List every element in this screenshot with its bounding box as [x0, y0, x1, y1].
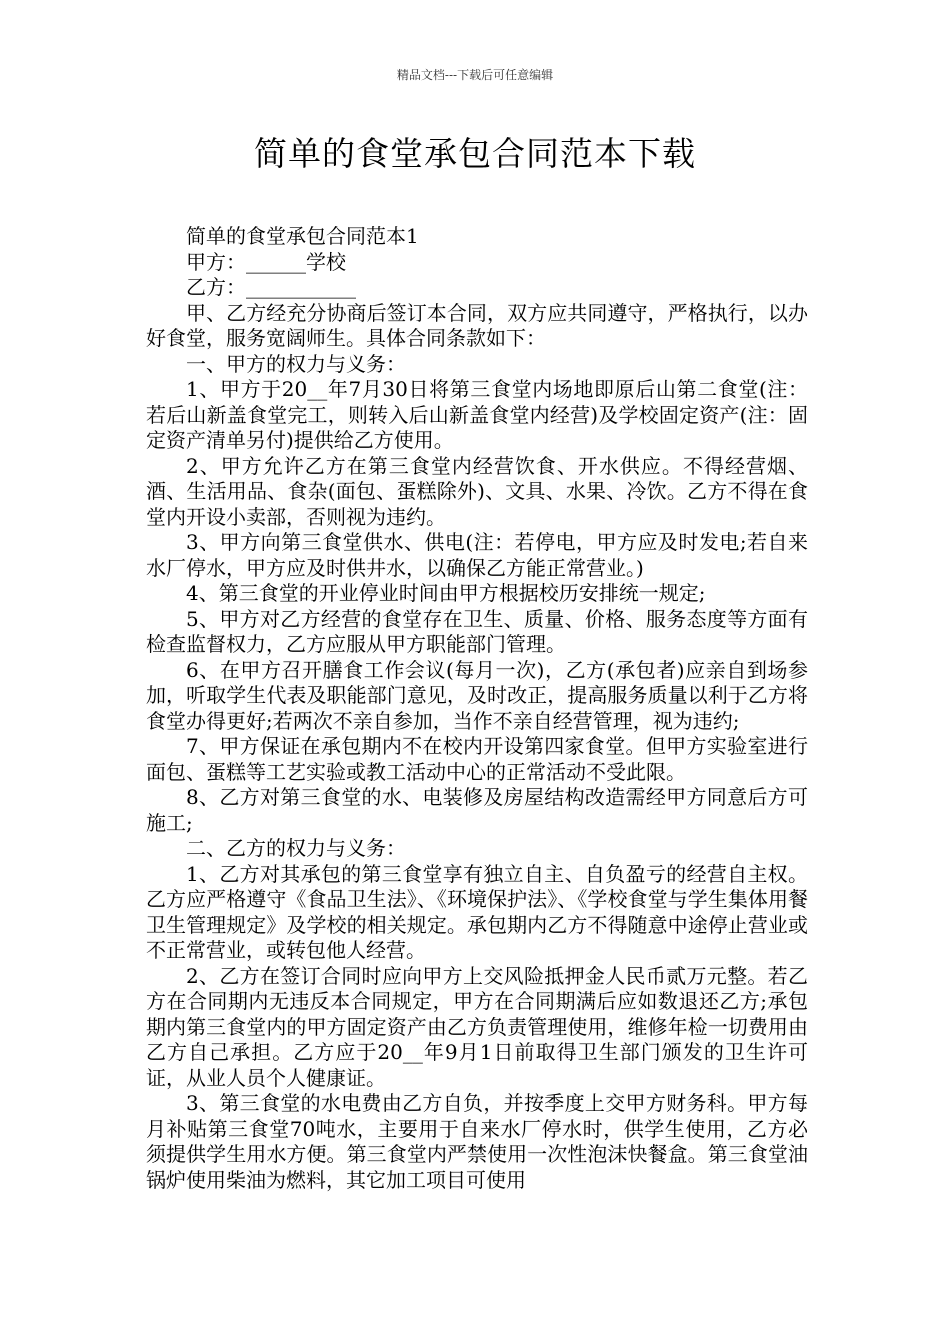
party-b-line: 乙方：___________ [186, 275, 356, 299]
clause-a-1: 1、甲方于20__年7月30日将第三食堂内场地即原后山第二食堂(注：若后山新盖食堂完工，则转入后山新盖食堂内经营)及学校固定资产(注：固定资产清单另付)提供给乙方使用。 [146, 377, 808, 452]
section-heading-party-b: 二、乙方的权力与义务： [186, 836, 406, 860]
clause-a-3: 3、甲方向第三食堂供水、供电(注：若停电，甲方应及时发电;若自来水厂停水，甲方应及时供井水，以确保乙方能正常营业。) [146, 530, 808, 580]
clause-b-1: 1、乙方对其承包的第三食堂享有独立自主、自负盈亏的经营自主权。乙方应严格遵守《食品卫生法》、《环境保护法》、《学校食堂与学生集体用餐卫生管理规定》及学校的相关规定。承包期内乙方不得随意中途停止营业或不正常营业，或转包他人经营。 [146, 861, 808, 962]
contract-heading: 简单的食堂承包合同范本1 [186, 224, 419, 248]
clause-a-2: 2、甲方允许乙方在第三食堂内经营饮食、开水供应。不得经营烟、酒、生活用品、食杂(面包、蛋糕除外)、文具、水果、冷饮。乙方不得在食堂内开设小卖部，否则视为违约。 [146, 453, 808, 529]
preamble-paragraph: 甲、乙方经充分协商后签订本合同，双方应共同遵守，严格执行，以办好食堂，服务宽阔师生。具体合同条款如下： [146, 300, 808, 350]
clause-a-7: 7、甲方保证在承包期内不在校内开设第四家食堂。但甲方实验室进行面包、蛋糕等工艺实验或教工活动中心的正常活动不受此限。 [146, 734, 808, 784]
clause-b-3: 3、第三食堂的水电费由乙方自负，并按季度上交甲方财务科。甲方每月补贴第三食堂70吨水，主要用于自来水厂停水时，供学生使用，乙方必须提供学生用水方便。第三食堂内严禁使用一次性泡沫快餐盒。第三食堂油锅炉使用柴油为燃料，其它加工项目可使用 [146, 1091, 808, 1192]
section-heading-party-a: 一、甲方的权力与义务： [186, 351, 406, 376]
clause-a-6: 6、在甲方召开膳食工作会议(每月一次)，乙方(承包者)应亲自到场参加，听取学生代表及职能部门意见，及时改正，提高服务质量以利于乙方将食堂办得更好;若两次不亲自参加，当作不亲自经营管理，视为违约; [146, 657, 808, 733]
header-note: 精品文档---下载后可任意编辑 [396, 68, 554, 82]
clause-a-5: 5、甲方对乙方经营的食堂存在卫生、质量、价格、服务态度等方面有检查监督权力，乙方应服从甲方职能部门管理。 [146, 606, 808, 656]
document-title: 简单的食堂承包合同范本下载 [254, 134, 696, 173]
clause-a-4: 4、第三食堂的开业停业时间由甲方根据校历安排统一规定; [186, 581, 706, 605]
document-body [146, 224, 808, 1193]
clause-a-8: 8、乙方对第三食堂的水、电装修及房屋结构改造需经甲方同意后方可施工; [146, 785, 808, 835]
clause-b-2: 2、乙方在签订合同时应向甲方上交风险抵押金人民币贰万元整。若乙方在合同期内无违反本合同规定，甲方在合同期满后应如数退还乙方;承包期内第三食堂内的甲方固定资产由乙方负责管理使用，维修年检一切费用由乙方自己承担。乙方应于20__年9月1日前取得卫生部门颁发的卫生许可证，从业人员个人健康证。 [146, 963, 808, 1090]
party-a-line: 甲方：______学校 [186, 249, 346, 274]
